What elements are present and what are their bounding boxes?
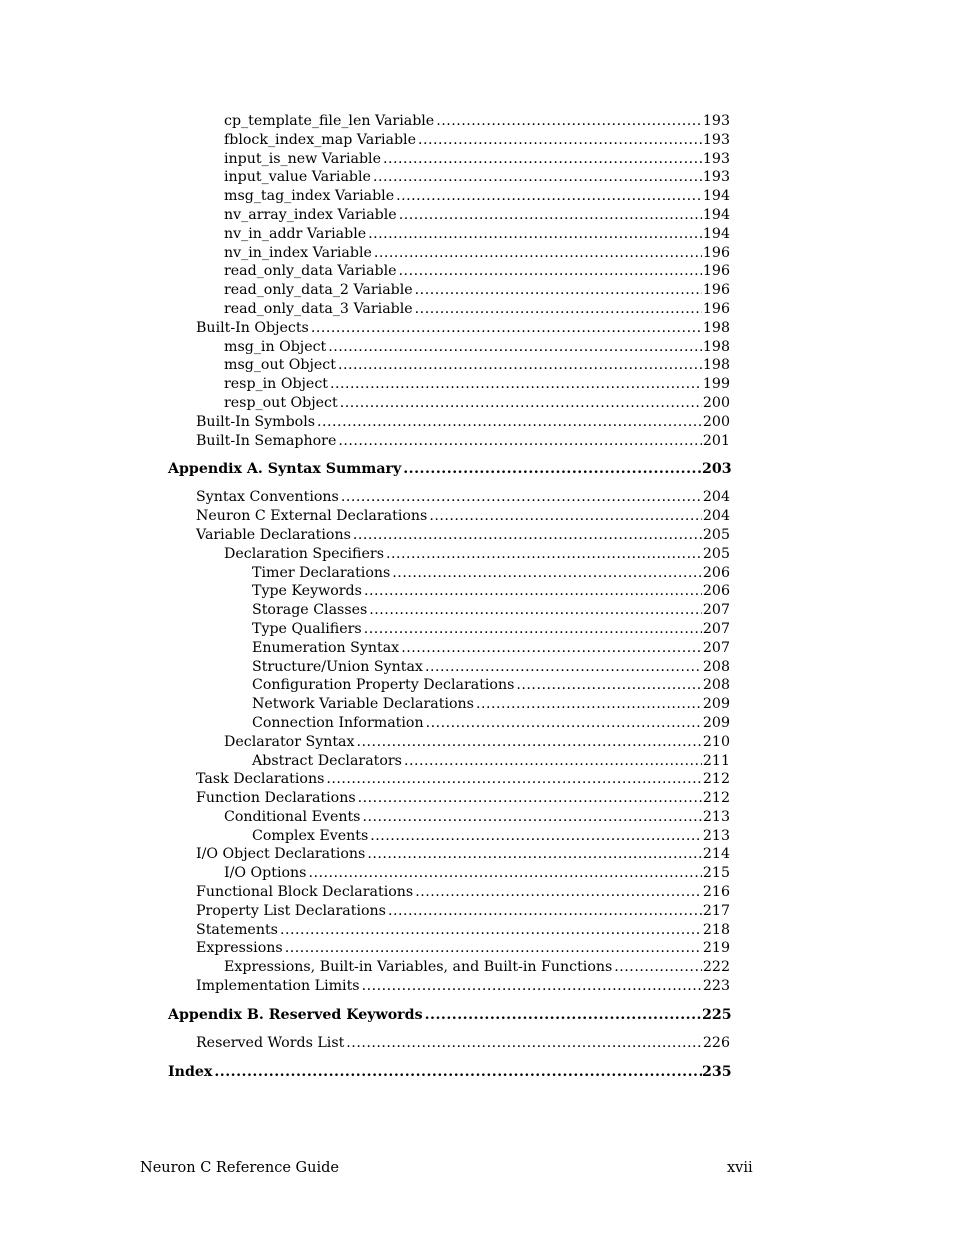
footer-document-title: Neuron C Reference Guide — [140, 1160, 339, 1176]
toc-entry[interactable] — [0, 375, 954, 394]
toc-entry-title: read_only_data Variable — [224, 263, 397, 280]
toc-entry-title: Appendix A. Syntax Summary — [168, 461, 402, 478]
dot-leader — [404, 752, 702, 771]
toc-entry-title: resp_out Object — [224, 394, 338, 411]
toc-entry-title: Network Variable Declarations — [252, 696, 474, 713]
dot-leader — [364, 582, 702, 601]
toc-entry[interactable] — [0, 808, 954, 827]
toc-entry-page: 214 — [702, 846, 730, 863]
dot-leader — [368, 225, 702, 244]
toc-entry[interactable] — [0, 545, 954, 564]
toc-entry-title: Syntax Conventions — [196, 489, 339, 506]
dot-leader — [399, 206, 702, 225]
toc-entry-page: 199 — [702, 376, 730, 393]
toc-entry-page: 235 — [702, 1063, 732, 1080]
toc-entry[interactable] — [0, 620, 954, 639]
toc-entry-page: 218 — [702, 921, 730, 938]
toc-entry-page: 213 — [702, 827, 730, 844]
toc-entry-page: 193 — [702, 169, 730, 186]
toc-entry-page: 226 — [702, 1034, 730, 1051]
toc-entry[interactable] — [0, 244, 954, 263]
toc-entry[interactable] — [0, 658, 954, 677]
toc-entry-title: Configuration Property Declarations — [252, 677, 515, 694]
toc-entry-page: 212 — [702, 771, 730, 788]
toc-entry-page: 217 — [702, 902, 730, 919]
toc-entry-title: input_is_new Variable — [224, 150, 381, 167]
toc-entry[interactable] — [0, 432, 954, 451]
toc-chapter-entry[interactable] — [0, 459, 954, 479]
dot-leader — [311, 319, 702, 338]
toc-entry-page: 196 — [702, 282, 730, 299]
dot-leader — [357, 733, 702, 752]
dot-leader — [476, 695, 702, 714]
toc-entry-page: 212 — [702, 790, 730, 807]
toc-entry-page: 196 — [702, 244, 730, 261]
dot-leader — [399, 262, 702, 281]
toc-entry-page: 205 — [702, 545, 730, 562]
toc-entry-title: msg_out Object — [224, 357, 336, 374]
toc-entry-page: 204 — [702, 489, 730, 506]
toc-entry-title: Function Declarations — [196, 790, 356, 807]
toc-entry-title: Abstract Declarators — [252, 752, 402, 769]
dot-leader — [415, 281, 702, 300]
toc-entry[interactable] — [0, 131, 954, 150]
toc-entry-page: 196 — [702, 263, 730, 280]
toc-entry[interactable] — [0, 413, 954, 432]
table-of-contents — [0, 112, 954, 1082]
dot-leader — [403, 459, 702, 479]
toc-entry-title: Appendix B. Reserved Keywords — [168, 1006, 423, 1023]
dot-leader — [358, 789, 702, 808]
dot-leader — [308, 864, 702, 883]
dot-leader — [426, 714, 702, 733]
toc-entry-page: 193 — [702, 150, 730, 167]
dot-leader — [338, 432, 702, 451]
toc-entry[interactable] — [0, 921, 954, 940]
dot-leader — [364, 620, 702, 639]
dot-leader — [516, 676, 702, 695]
toc-entry-page: 194 — [702, 225, 730, 242]
toc-entry-page: 216 — [702, 884, 730, 901]
toc-entry[interactable] — [0, 902, 954, 921]
dot-leader — [285, 939, 702, 958]
toc-entry-title: nv_in_addr Variable — [224, 225, 367, 242]
dot-leader — [425, 658, 702, 677]
toc-entry[interactable] — [0, 695, 954, 714]
toc-entry-title: Property List Declarations — [196, 902, 386, 919]
toc-entry[interactable] — [0, 112, 954, 131]
dot-leader — [370, 827, 702, 846]
dot-leader — [328, 338, 702, 357]
toc-chapter-entry[interactable] — [0, 1062, 954, 1082]
toc-entry-title: Task Declarations — [196, 771, 325, 788]
dot-leader — [415, 883, 702, 902]
toc-entry[interactable] — [0, 507, 954, 526]
toc-entry-title: Functional Block Declarations — [196, 884, 414, 901]
toc-entry[interactable] — [0, 488, 954, 507]
dot-leader — [369, 601, 702, 620]
toc-entry-page: 222 — [702, 959, 730, 976]
toc-entry-page: 207 — [702, 602, 730, 619]
toc-entry-page: 196 — [702, 300, 730, 317]
toc-entry-title: nv_array_index Variable — [224, 206, 397, 223]
toc-entry[interactable] — [0, 1034, 954, 1053]
toc-entry[interactable] — [0, 639, 954, 658]
toc-entry[interactable] — [0, 262, 954, 281]
dot-leader — [317, 413, 702, 432]
toc-entry[interactable] — [0, 733, 954, 752]
toc-entry-title: Enumeration Syntax — [252, 639, 400, 656]
toc-entry-title: read_only_data_3 Variable — [224, 300, 413, 317]
footer-page-number: xvii — [727, 1160, 753, 1176]
toc-entry-page: 200 — [702, 394, 730, 411]
dot-leader — [340, 394, 702, 413]
dot-leader — [338, 356, 702, 375]
toc-entry[interactable] — [0, 206, 954, 225]
toc-entry-title: Variable Declarations — [196, 526, 351, 543]
toc-entry-title: Neuron C External Declarations — [196, 508, 428, 525]
toc-entry-page: 193 — [702, 113, 730, 129]
dot-leader — [388, 902, 702, 921]
toc-entry[interactable] — [0, 338, 954, 357]
toc-entry[interactable] — [0, 187, 954, 206]
toc-entry[interactable] — [0, 864, 954, 883]
toc-entry-page: 198 — [702, 338, 730, 355]
toc-entry-page: 213 — [702, 808, 730, 825]
toc-entry-title: Type Qualifiers — [252, 620, 362, 637]
toc-entry-title: Built-In Objects — [196, 319, 309, 336]
dot-leader — [429, 507, 702, 526]
toc-entry-title: Built-In Semaphore — [196, 432, 337, 449]
toc-entry-title: Structure/Union Syntax — [252, 658, 423, 675]
toc-entry[interactable] — [0, 281, 954, 300]
toc-entry[interactable] — [0, 582, 954, 601]
dot-leader — [346, 1034, 702, 1053]
toc-entry-page: 194 — [702, 206, 730, 223]
toc-entry[interactable] — [0, 977, 954, 996]
toc-entry[interactable] — [0, 300, 954, 319]
dot-leader — [341, 488, 702, 507]
toc-entry-title: Declarator Syntax — [224, 733, 355, 750]
toc-entry-title: resp_in Object — [224, 376, 328, 393]
toc-entry-page: 194 — [702, 188, 730, 205]
toc-entry-page: 210 — [702, 733, 730, 750]
toc-entry[interactable] — [0, 714, 954, 733]
toc-entry-page: 193 — [702, 131, 730, 148]
toc-entry-page: 206 — [702, 564, 730, 581]
dot-leader — [383, 150, 702, 169]
toc-entry-page: 211 — [702, 752, 730, 769]
toc-entry-title: I/O Object Declarations — [196, 846, 366, 863]
toc-entry-page: 207 — [702, 620, 730, 637]
toc-entry-title: Index — [168, 1063, 213, 1080]
toc-entry[interactable] — [0, 356, 954, 375]
toc-entry-title: Declaration Specifiers — [224, 545, 384, 562]
toc-entry[interactable] — [0, 676, 954, 695]
toc-entry[interactable] — [0, 319, 954, 338]
toc-entry[interactable] — [0, 939, 954, 958]
dot-leader — [392, 564, 702, 583]
toc-entry-page: 206 — [702, 583, 730, 600]
toc-entry-title: input_value Variable — [224, 169, 371, 186]
dot-leader — [373, 168, 702, 187]
toc-entry[interactable] — [0, 601, 954, 620]
toc-entry-page: 207 — [702, 639, 730, 656]
dot-leader — [418, 131, 702, 150]
toc-entry[interactable] — [0, 168, 954, 187]
toc-entry-page: 208 — [702, 658, 730, 675]
toc-chapter-entry[interactable] — [0, 1005, 954, 1025]
toc-entry-title: Expressions, Built-in Variables, and Built-in Functions — [224, 959, 613, 976]
toc-entry-page: 200 — [702, 413, 730, 430]
dot-leader — [326, 770, 702, 789]
toc-entry-title: Reserved Words List — [196, 1034, 345, 1051]
dot-leader — [353, 526, 702, 545]
toc-entry-page: 219 — [702, 940, 730, 957]
dot-leader — [415, 300, 702, 319]
dot-leader — [374, 244, 702, 263]
toc-entry-page: 205 — [702, 526, 730, 543]
toc-entry-page: 209 — [702, 696, 730, 713]
toc-entry-title: msg_tag_index Variable — [224, 188, 395, 205]
toc-entry-title: Complex Events — [252, 827, 369, 844]
toc-entry-title: nv_in_index Variable — [224, 244, 372, 261]
toc-entry[interactable] — [0, 789, 954, 808]
toc-entry[interactable] — [0, 394, 954, 413]
toc-entry-title: fblock_index_map Variable — [224, 131, 416, 148]
toc-entry[interactable] — [0, 225, 954, 244]
toc-entry-title: msg_in Object — [224, 338, 327, 355]
toc-entry-title: Expressions — [196, 940, 283, 957]
toc-entry-page: 225 — [702, 1006, 732, 1023]
toc-entry-title: Storage Classes — [252, 602, 368, 619]
dot-leader — [362, 977, 702, 996]
toc-entry-page: 208 — [702, 677, 730, 694]
toc-entry-title: I/O Options — [224, 865, 307, 882]
toc-entry-page: 198 — [702, 357, 730, 374]
toc-entry[interactable] — [0, 752, 954, 771]
dot-leader — [386, 545, 702, 564]
toc-entry-title: read_only_data_2 Variable — [224, 282, 413, 299]
toc-entry[interactable] — [0, 845, 954, 864]
toc-entry-title: cp_template_file_len Variable — [224, 113, 435, 129]
dot-leader — [280, 921, 702, 940]
toc-entry-title: Conditional Events — [224, 808, 361, 825]
toc-entry-title: Implementation Limits — [196, 978, 360, 995]
dot-leader — [614, 958, 702, 977]
dot-leader — [425, 1005, 702, 1025]
toc-entry-page: 204 — [702, 508, 730, 525]
toc-entry[interactable] — [0, 827, 954, 846]
dot-leader — [214, 1062, 702, 1082]
toc-entry-title: Timer Declarations — [252, 564, 391, 581]
toc-entry[interactable] — [0, 564, 954, 583]
dot-leader — [396, 187, 702, 206]
toc-entry[interactable] — [0, 526, 954, 545]
toc-entry[interactable] — [0, 770, 954, 789]
dot-leader — [362, 808, 702, 827]
toc-entry-page: 223 — [702, 978, 730, 995]
toc-entry[interactable] — [0, 883, 954, 902]
dot-leader — [436, 112, 702, 131]
toc-entry-page: 198 — [702, 319, 730, 336]
toc-entry-title: Type Keywords — [252, 583, 362, 600]
toc-entry-title: Connection Information — [252, 714, 424, 731]
dot-leader — [401, 639, 702, 658]
dot-leader — [367, 845, 702, 864]
toc-entry-title: Statements — [196, 921, 278, 938]
toc-entry[interactable] — [0, 150, 954, 169]
toc-entry-title: Built-In Symbols — [196, 413, 316, 430]
toc-entry-page: 203 — [702, 461, 732, 478]
toc-entry[interactable] — [0, 958, 954, 977]
toc-entry-page: 209 — [702, 714, 730, 731]
dot-leader — [330, 375, 702, 394]
toc-entry-page: 215 — [702, 865, 730, 882]
toc-entry-page: 201 — [702, 432, 730, 449]
